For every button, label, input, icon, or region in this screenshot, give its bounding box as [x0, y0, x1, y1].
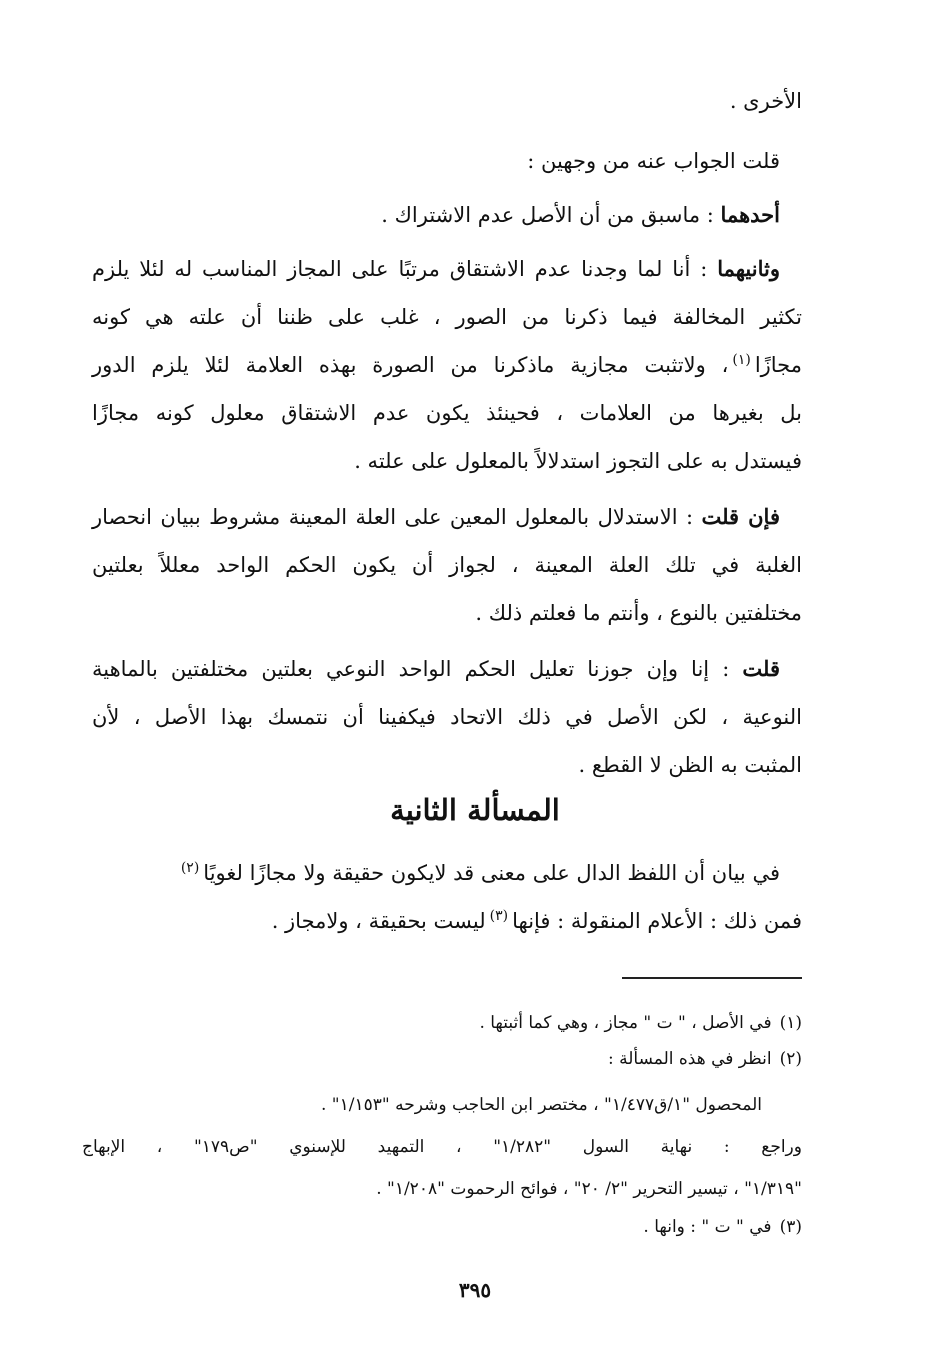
- footnote: [82, 1046, 802, 1072]
- paragraph-line: [92, 302, 802, 332]
- footnote-reference[interactable]: (١): [732, 352, 751, 368]
- paragraph-line: [92, 254, 780, 284]
- footnote-line: [82, 1134, 802, 1160]
- footnote-text: في " ت " : وانها .: [643, 1217, 772, 1237]
- text: : ماسبق من أن الأصل عدم الاشتراك .: [381, 203, 721, 227]
- paragraph-lead: أحدهما: [720, 202, 780, 227]
- text: الغلبة في تلك العلة المعينة ، لجواز أن يكون الحكم الواحد معللاً بعلتين: [92, 553, 802, 577]
- text: في بيان أن اللفظ الدال على معنى قد لايكون حقيقة ولا مجازًا لغويًا: [203, 861, 780, 885]
- text: مجازًا: [754, 353, 802, 377]
- paragraph-line: [70, 200, 780, 230]
- footnote-text: المحصول "١/ق١/٤٧٧" ، مختصر ابن الحاجب وشرحه "١/١٥٣" .: [320, 1095, 762, 1115]
- paragraph-line: [92, 446, 802, 476]
- footnote-separator: [622, 977, 802, 979]
- paragraph-line: [92, 598, 802, 628]
- paragraph-line: [92, 86, 802, 116]
- footnote: [82, 1214, 802, 1240]
- paragraph-line: [92, 350, 802, 380]
- paragraph-line: [92, 750, 802, 780]
- paragraph-lead: فإن قلت: [701, 504, 780, 529]
- page-number: ٣٩٥: [458, 1278, 492, 1302]
- footnote-reference[interactable]: (٣): [489, 908, 509, 924]
- text: ، ولاتثبت مجازية ماذكرنا من الصورة بهذه العلامة لئلا يلزم الدور: [92, 353, 729, 377]
- footnote-line: [82, 1176, 802, 1202]
- footnote-number: (٣): [779, 1217, 802, 1237]
- text: ليست بحقيقة ، ولامجاز .: [271, 909, 486, 933]
- footnote-number: (٢): [779, 1049, 802, 1069]
- text: بل بغيرها من العلامات ، فحينئذ يكون عدم الاشتقاق معلول كونه مجازًا: [92, 401, 802, 425]
- footnote-number: (١): [779, 1013, 802, 1033]
- text: الأخرى .: [729, 89, 802, 113]
- paragraph-lead: قلت: [742, 656, 780, 681]
- text: فمن ذلك : الأعلام المنقولة : فإنها: [512, 909, 802, 933]
- footnote-text: "١/٣١٩" ، تيسير التحرير "٢/ ٢٠" ، فوائح الرحموت "١/٢٠٨" .: [376, 1179, 802, 1199]
- footnote-text: وراجع : نهاية السول "١/٢٨٢" ، التمهيد للإسنوي "ص١٧٩" ، الإبهاج: [82, 1137, 802, 1157]
- text: تكثير المخالفة فيما ذكرنا من الصور ، غلب على ظننا أن علته هي كونه: [92, 305, 802, 329]
- paragraph-line: [70, 146, 780, 176]
- paragraph-lead: وثانيهما: [717, 256, 780, 281]
- footnote-text: انظر في هذه المسألة :: [607, 1049, 772, 1069]
- text: النوعية ، لكن الأصل في ذلك الاتحاد فيكفينا أن نتمسك بهذا الأصل ، لأن: [92, 705, 802, 729]
- text: : الاستدلال بالمعلول المعين على العلة المعينة مشروط ببيان انحصار: [92, 505, 702, 529]
- section-heading: المسألة الثانية: [390, 793, 560, 827]
- paragraph-line: [92, 550, 802, 580]
- text: : إنا وإن جوزنا تعليل الحكم الواحد النوعي بعلتين مختلفتين بالماهية: [92, 657, 743, 681]
- text: قلت الجواب عنه من وجهين :: [527, 149, 780, 173]
- footnote-reference[interactable]: (٢): [180, 860, 200, 876]
- footnote-line: [82, 1092, 762, 1118]
- footnote: [82, 1010, 802, 1036]
- text: : أنا لما وجدنا عدم الاشتقاق مرتبًا على المجاز المناسب له لئلا يلزم: [92, 257, 718, 281]
- text: مختلفتين بالنوع ، وأنتم ما فعلتم ذلك .: [475, 601, 802, 625]
- paragraph-line: [92, 398, 802, 428]
- text: فيستدل به على التجوز استدلالاً بالمعلول على علته .: [354, 449, 802, 473]
- text: المثبت به الظن لا القطع .: [578, 753, 802, 777]
- paragraph-line: [92, 654, 780, 684]
- paragraph-line: [92, 858, 780, 888]
- paragraph-line: [92, 502, 780, 532]
- footnote-text: في الأصل ، " ت " مجاز ، وهي كما أثبتها .: [479, 1013, 772, 1033]
- paragraph-line: [92, 702, 802, 732]
- paragraph-line: [92, 906, 802, 936]
